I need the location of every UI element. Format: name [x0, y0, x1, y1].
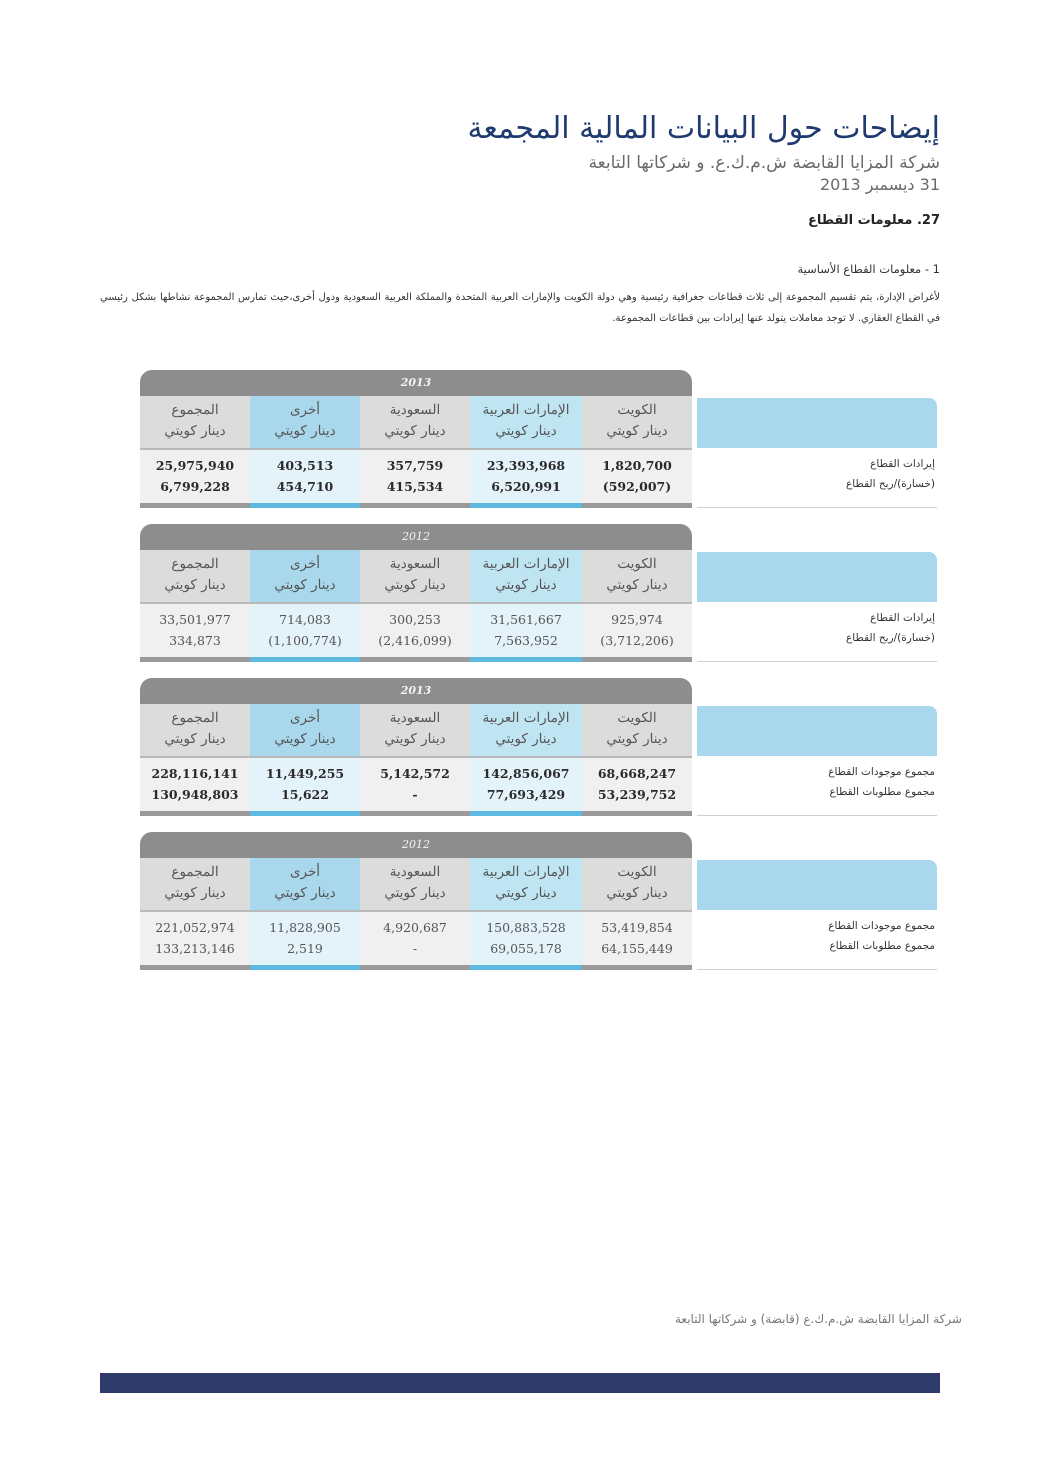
table-cell: 11,828,905 — [269, 920, 341, 935]
column-currency: دينار كويتي — [495, 885, 557, 901]
footer-rule-segment — [250, 965, 360, 970]
column-body — [360, 910, 470, 970]
table-footer-rule — [140, 811, 692, 816]
table-cell: 714,083 — [279, 612, 331, 627]
column-name: المجموع — [171, 402, 219, 418]
table-cell: 925,974 — [611, 612, 663, 627]
table-year: 2012 — [402, 838, 430, 851]
column-currency: دينار كويتي — [164, 577, 226, 593]
column-body — [470, 910, 582, 970]
column-header-kuwait — [582, 396, 692, 448]
segment-table — [140, 832, 937, 972]
table-cell: 221,052,974 — [155, 920, 235, 935]
column-header-saudi — [360, 704, 470, 756]
column-currency: دينار كويتي — [164, 423, 226, 439]
column-body — [582, 910, 692, 970]
header-divider — [140, 756, 692, 758]
column-header-uae — [470, 550, 582, 602]
column-name: المجموع — [171, 556, 219, 572]
column-name: الإمارات العربية — [482, 402, 570, 418]
footer-rule-segment — [360, 657, 470, 662]
column-name: المجموع — [171, 864, 219, 880]
footer-rule-segment — [470, 965, 582, 970]
column-currency: دينار كويتي — [606, 731, 668, 747]
footer-rule-segment — [470, 657, 582, 662]
table-footer-rule — [140, 965, 692, 970]
column-header-others — [250, 550, 360, 602]
header-divider — [140, 602, 692, 604]
column-name: أخرى — [289, 556, 321, 572]
column-body — [470, 756, 582, 816]
footer-rule-segment — [250, 811, 360, 816]
column-name: الكويت — [617, 402, 657, 418]
row-label: مجموع موجودات القطاع — [828, 766, 935, 778]
table-cell: (1,100,774) — [268, 633, 342, 648]
column-header-total — [140, 550, 250, 602]
column-currency: دينار كويتي — [274, 885, 336, 901]
column-name: أخرى — [289, 710, 321, 726]
column-currency: دينار كويتي — [164, 885, 226, 901]
table-cell: 300,253 — [389, 612, 441, 627]
company-name: شركة المزايا القابضة ش.م.ك.ع. و شركاتها التابعة — [588, 153, 940, 173]
row-labels — [697, 758, 937, 816]
table-cell: 4,920,687 — [383, 920, 447, 935]
segment-table — [140, 524, 937, 664]
row-label: مجموع مطلوبات القطاع — [829, 786, 935, 798]
column-name: الكويت — [617, 556, 657, 572]
footer-rule-segment — [360, 503, 470, 508]
label-column-header — [697, 860, 937, 910]
row-labels — [697, 604, 937, 662]
column-name: الكويت — [617, 864, 657, 880]
table-cell: 25,975,940 — [155, 458, 235, 473]
column-header-saudi — [360, 858, 470, 910]
table-footer-rule — [140, 503, 692, 508]
column-body — [250, 756, 360, 816]
table-cell: 454,710 — [276, 479, 334, 494]
label-column-header — [697, 398, 937, 448]
column-header-kuwait — [582, 550, 692, 602]
column-body — [360, 602, 470, 662]
table-cell: (2,416,099) — [378, 633, 452, 648]
table-cell: 150,883,528 — [486, 920, 566, 935]
label-column-header — [697, 552, 937, 602]
table-cell: 53,239,752 — [597, 787, 677, 802]
row-label: مجموع مطلوبات القطاع — [829, 940, 935, 952]
column-body — [360, 448, 470, 508]
table-cell: 11,449,255 — [265, 766, 345, 781]
column-currency: دينار كويتي — [606, 885, 668, 901]
table-cell: 77,693,429 — [486, 787, 566, 802]
table-cell: 33,501,977 — [159, 612, 231, 627]
footer-rule-segment — [360, 965, 470, 970]
column-body — [140, 448, 250, 508]
year-band — [140, 832, 692, 858]
table-cell: 133,213,146 — [155, 941, 235, 956]
footer-rule-segment — [140, 503, 250, 508]
column-header-uae — [470, 704, 582, 756]
column-name: السعودية — [389, 556, 441, 572]
table-year: 2013 — [400, 376, 432, 389]
table-year: 2013 — [400, 684, 432, 697]
footer-text: شركة المزايا القابضة ش.م.ك.ع (قابضة) و شركاتها التابعة — [674, 1312, 962, 1326]
row-label: مجموع موجودات القطاع — [828, 920, 935, 932]
table-cell: 403,513 — [276, 458, 334, 473]
column-currency: دينار كويتي — [495, 731, 557, 747]
table-cell: 69,055,178 — [490, 941, 562, 956]
row-label: (خسارة)/ربح القطاع — [846, 478, 935, 490]
year-band — [140, 370, 692, 396]
footer-rule-segment — [360, 811, 470, 816]
table-cell: 7,563,952 — [494, 633, 558, 648]
column-body — [250, 602, 360, 662]
column-body — [140, 756, 250, 816]
column-currency: دينار كويتي — [384, 423, 446, 439]
row-labels — [697, 450, 937, 508]
footer-bar — [100, 1373, 940, 1393]
table-cell: 23,393,968 — [486, 458, 566, 473]
column-name: الإمارات العربية — [482, 556, 570, 572]
column-name: السعودية — [389, 710, 441, 726]
footer-rule-segment — [250, 657, 360, 662]
row-labels — [697, 912, 937, 970]
column-currency: دينار كويتي — [606, 423, 668, 439]
header-divider — [140, 448, 692, 450]
footer-rule-segment — [470, 811, 582, 816]
column-body — [140, 602, 250, 662]
subsection-title: 1 - معلومات القطاع الأساسية — [797, 262, 940, 276]
column-currency: دينار كويتي — [495, 577, 557, 593]
table-cell: 357,759 — [386, 458, 444, 473]
footer-rule-segment — [140, 657, 250, 662]
column-header-total — [140, 704, 250, 756]
column-name: أخرى — [289, 402, 321, 418]
table-cell: 2,519 — [287, 941, 323, 956]
section-title: 27. معلومات القطاع — [807, 213, 940, 228]
year-band — [140, 678, 692, 704]
footer-rule-segment — [582, 503, 692, 508]
table-cell: 64,155,449 — [601, 941, 673, 956]
footer-rule-segment — [470, 503, 582, 508]
column-header-kuwait — [582, 704, 692, 756]
table-footer-rule — [140, 657, 692, 662]
column-currency: دينار كويتي — [384, 885, 446, 901]
table-cell: 15,622 — [281, 787, 329, 802]
column-name: السعودية — [389, 402, 441, 418]
column-name: المجموع — [171, 710, 219, 726]
footer-rule-segment — [582, 657, 692, 662]
table-cell: 68,668,247 — [597, 766, 677, 781]
column-header-saudi — [360, 396, 470, 448]
column-name: الإمارات العربية — [482, 710, 570, 726]
header-divider — [140, 910, 692, 912]
table-cell: 1,820,700 — [602, 458, 672, 473]
column-name: السعودية — [389, 864, 441, 880]
table-cell: 334,873 — [169, 633, 221, 648]
footer-rule-segment — [582, 965, 692, 970]
column-header-kuwait — [582, 858, 692, 910]
segment-table — [140, 678, 937, 818]
year-band — [140, 524, 692, 550]
column-body — [582, 756, 692, 816]
column-header-total — [140, 396, 250, 448]
column-body — [250, 910, 360, 970]
column-header-others — [250, 858, 360, 910]
column-currency: دينار كويتي — [164, 731, 226, 747]
table-year: 2012 — [402, 530, 430, 543]
table-cell: 6,799,228 — [160, 479, 230, 494]
column-header-others — [250, 704, 360, 756]
column-currency: دينار كويتي — [274, 731, 336, 747]
segment-table — [140, 370, 937, 510]
column-currency: دينار كويتي — [606, 577, 668, 593]
footer-rule-segment — [582, 811, 692, 816]
section-paragraph: لأغراض الإدارة، يتم تقسيم المجموعة إلى ثلاث قطاعات جغرافية رئيسية وهي دولة الكويت والإمارات العربية المتحدة والمملكة العربية السعودية ودول أخرى،حيث تمارس المجموعة نشاطها بشكل رئيسي في القطاع العقاري. لا توجد معاملات يتولد عنها إيرادات بين قطاعات المجموعة. — [100, 292, 940, 324]
row-label: (خسارة)/ربح القطاع — [846, 632, 935, 644]
page-title: إيضاحات حول البيانات المالية المجمعة — [467, 111, 940, 146]
column-header-uae — [470, 858, 582, 910]
row-label: إيرادات القطاع — [870, 458, 935, 470]
table-cell: (592,007) — [602, 479, 672, 494]
column-body — [140, 910, 250, 970]
column-header-saudi — [360, 550, 470, 602]
table-cell: 53,419,854 — [601, 920, 673, 935]
column-currency: دينار كويتي — [274, 577, 336, 593]
table-cell: 228,116,141 — [151, 766, 239, 781]
table-cell: 415,534 — [386, 479, 444, 494]
table-cell: 142,856,067 — [482, 766, 570, 781]
column-body — [470, 448, 582, 508]
table-cell: 130,948,803 — [151, 787, 239, 802]
page-header — [140, 112, 940, 194]
table-cell: 6,520,991 — [491, 479, 561, 494]
column-body — [250, 448, 360, 508]
footer-rule-segment — [250, 503, 360, 508]
table-cell: - — [412, 941, 418, 956]
label-column-header — [697, 706, 937, 756]
column-body — [582, 448, 692, 508]
column-name: الإمارات العربية — [482, 864, 570, 880]
table-cell: (3,712,206) — [600, 633, 674, 648]
column-currency: دينار كويتي — [274, 423, 336, 439]
table-cell: - — [412, 787, 418, 802]
row-label: إيرادات القطاع — [870, 612, 935, 624]
column-currency: دينار كويتي — [495, 423, 557, 439]
report-date: 31 ديسمبر 2013 — [819, 175, 940, 194]
column-header-others — [250, 396, 360, 448]
column-currency: دينار كويتي — [384, 731, 446, 747]
footer-rule-segment — [140, 811, 250, 816]
column-body — [582, 602, 692, 662]
column-name: الكويت — [617, 710, 657, 726]
column-currency: دينار كويتي — [384, 577, 446, 593]
footer-rule-segment — [140, 965, 250, 970]
column-header-total — [140, 858, 250, 910]
column-header-uae — [470, 396, 582, 448]
table-cell: 31,561,667 — [490, 612, 562, 627]
table-cell: 5,142,572 — [380, 766, 450, 781]
column-body — [470, 602, 582, 662]
column-body — [360, 756, 470, 816]
column-name: أخرى — [289, 864, 321, 880]
